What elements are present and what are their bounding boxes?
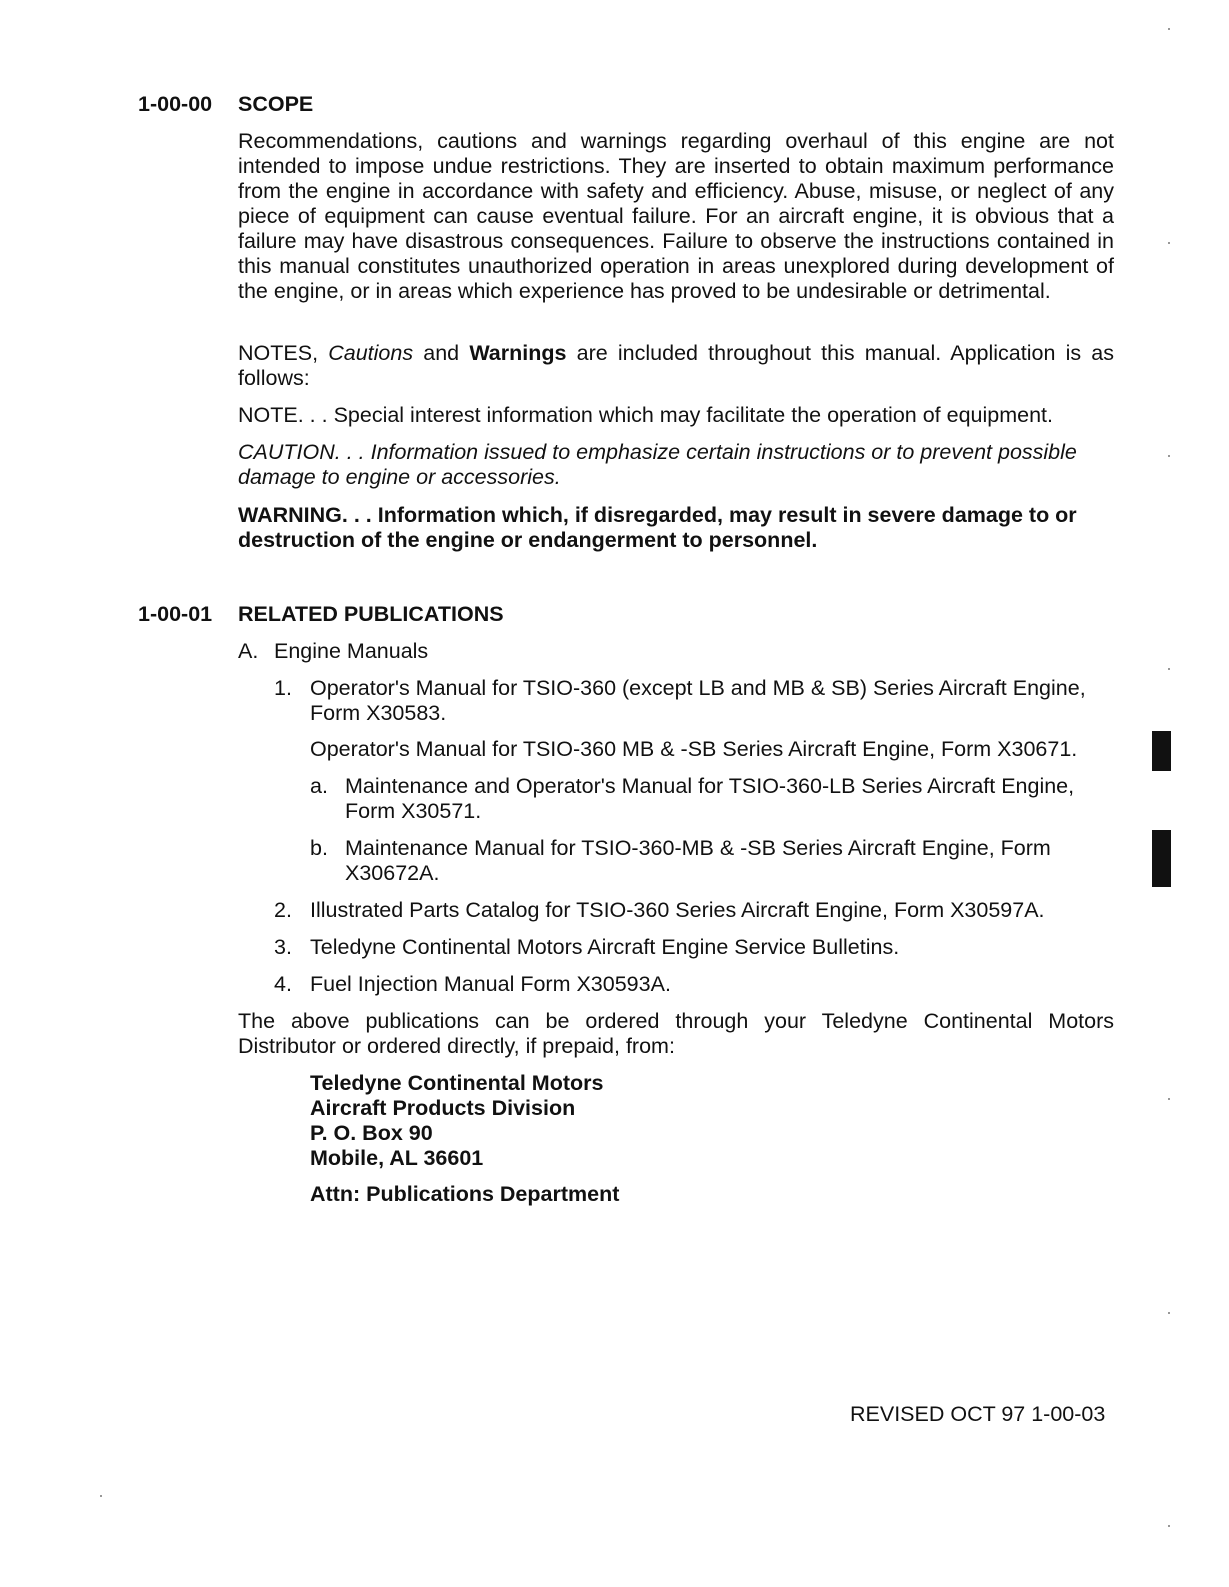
item-label: 4.: [274, 972, 292, 996]
scan-speck: [1168, 668, 1170, 670]
item-text: Maintenance and Operator's Manual for TSIO-360-LB Series Aircraft Engine, Form X30571.: [345, 774, 1075, 823]
notes-intro-text-2: and: [413, 341, 470, 365]
item-text: Operator's Manual for TSIO-360 (except LB and MB & SB) Series Aircraft Engine, Form X30583.: [310, 676, 1086, 725]
scope-section-number: 1-00-00: [138, 92, 213, 116]
item-label: 3.: [274, 935, 292, 959]
scope-paragraph: Recommendations, cautions and warnings regarding overhaul of this engine are not intended to impose undue restrictions. They are inserted to obtain maximum performance from the engine in accordance with safety and efficiency. Abuse, misuse, or neglect of any piece of equipment can cause eventual failure. For an aircraft engine, it is obvious that a failure may have disastrous consequences. Failure to observe the instructions contained in this manual constitutes unauthorized operation in areas unexplored during development of the engine, or in areas which experience has proved to be undesirable or detrimental.: [238, 129, 1114, 303]
notes-intro-text-1: NOTES,: [238, 341, 329, 365]
change-bar: [1152, 830, 1171, 887]
subsection-title: Engine Manuals: [274, 639, 429, 663]
scope-section-title: SCOPE: [238, 92, 314, 116]
scan-speck: [1168, 1098, 1170, 1100]
notes-intro-cautions: Cautions: [328, 341, 414, 365]
scan-speck: [1168, 455, 1170, 457]
ordering-paragraph: The above publications can be ordered through your Teledyne Continental Motors Distributor or ordered directly, if prepaid, from:: [238, 1009, 1114, 1058]
related-publications-heading: [138, 602, 504, 627]
item-text: Illustrated Parts Catalog for TSIO-360 Series Aircraft Engine, Form X30597A.: [310, 898, 1045, 922]
change-bar: [1152, 731, 1171, 771]
attention-line: Attn: Publications Department: [310, 1182, 620, 1206]
subsection-label: A.: [238, 639, 259, 663]
item-label: b.: [310, 836, 328, 860]
address-line: Mobile, AL 36601: [310, 1146, 484, 1170]
related-section-title: RELATED PUBLICATIONS: [238, 602, 504, 626]
item-text: Maintenance Manual for TSIO-360-MB & -SB Series Aircraft Engine, Form X30672A.: [345, 836, 1051, 885]
item-label: 2.: [274, 898, 292, 922]
item-text: Teledyne Continental Motors Aircraft Engine Service Bulletins.: [310, 935, 900, 959]
item-text: Operator's Manual for TSIO-360 MB & -SB Series Aircraft Engine, Form X30671.: [310, 737, 1078, 761]
notes-intro-warnings: Warnings: [469, 341, 567, 365]
scan-speck: [1168, 28, 1170, 30]
scope-heading: [138, 92, 313, 117]
page-footer: REVISED OCT 97 1-00-03: [850, 1402, 1106, 1426]
caution-definition: CAUTION. . . Information issued to emphasize certain instructions or to prevent possible damage to engine or accessories.: [238, 440, 1077, 489]
address-line: Teledyne Continental Motors: [310, 1071, 604, 1095]
related-section-number: 1-00-01: [138, 602, 213, 626]
scan-speck: [1168, 1312, 1170, 1314]
notes-intro-text-3: are included throughout this manual. Application is as follows:: [238, 341, 1115, 390]
address-line: Aircraft Products Division: [310, 1096, 576, 1120]
item-label: a.: [310, 774, 328, 798]
item-text: Fuel Injection Manual Form X30593A.: [310, 972, 671, 996]
scan-speck: [100, 1495, 102, 1497]
address-block: [310, 1071, 910, 1207]
scan-speck: [1168, 1525, 1170, 1527]
item-label: 1.: [274, 676, 292, 700]
warning-definition: WARNING. . . Information which, if disregarded, may result in severe damage to or destruction of the engine or endangerment to personnel.: [238, 503, 1077, 552]
scan-speck: [1168, 242, 1170, 244]
note-definition: NOTE. . . Special interest information which may facilitate the operation of equipment.: [238, 403, 1054, 427]
address-line: P. O. Box 90: [310, 1121, 433, 1145]
notes-intro: [238, 341, 1114, 391]
